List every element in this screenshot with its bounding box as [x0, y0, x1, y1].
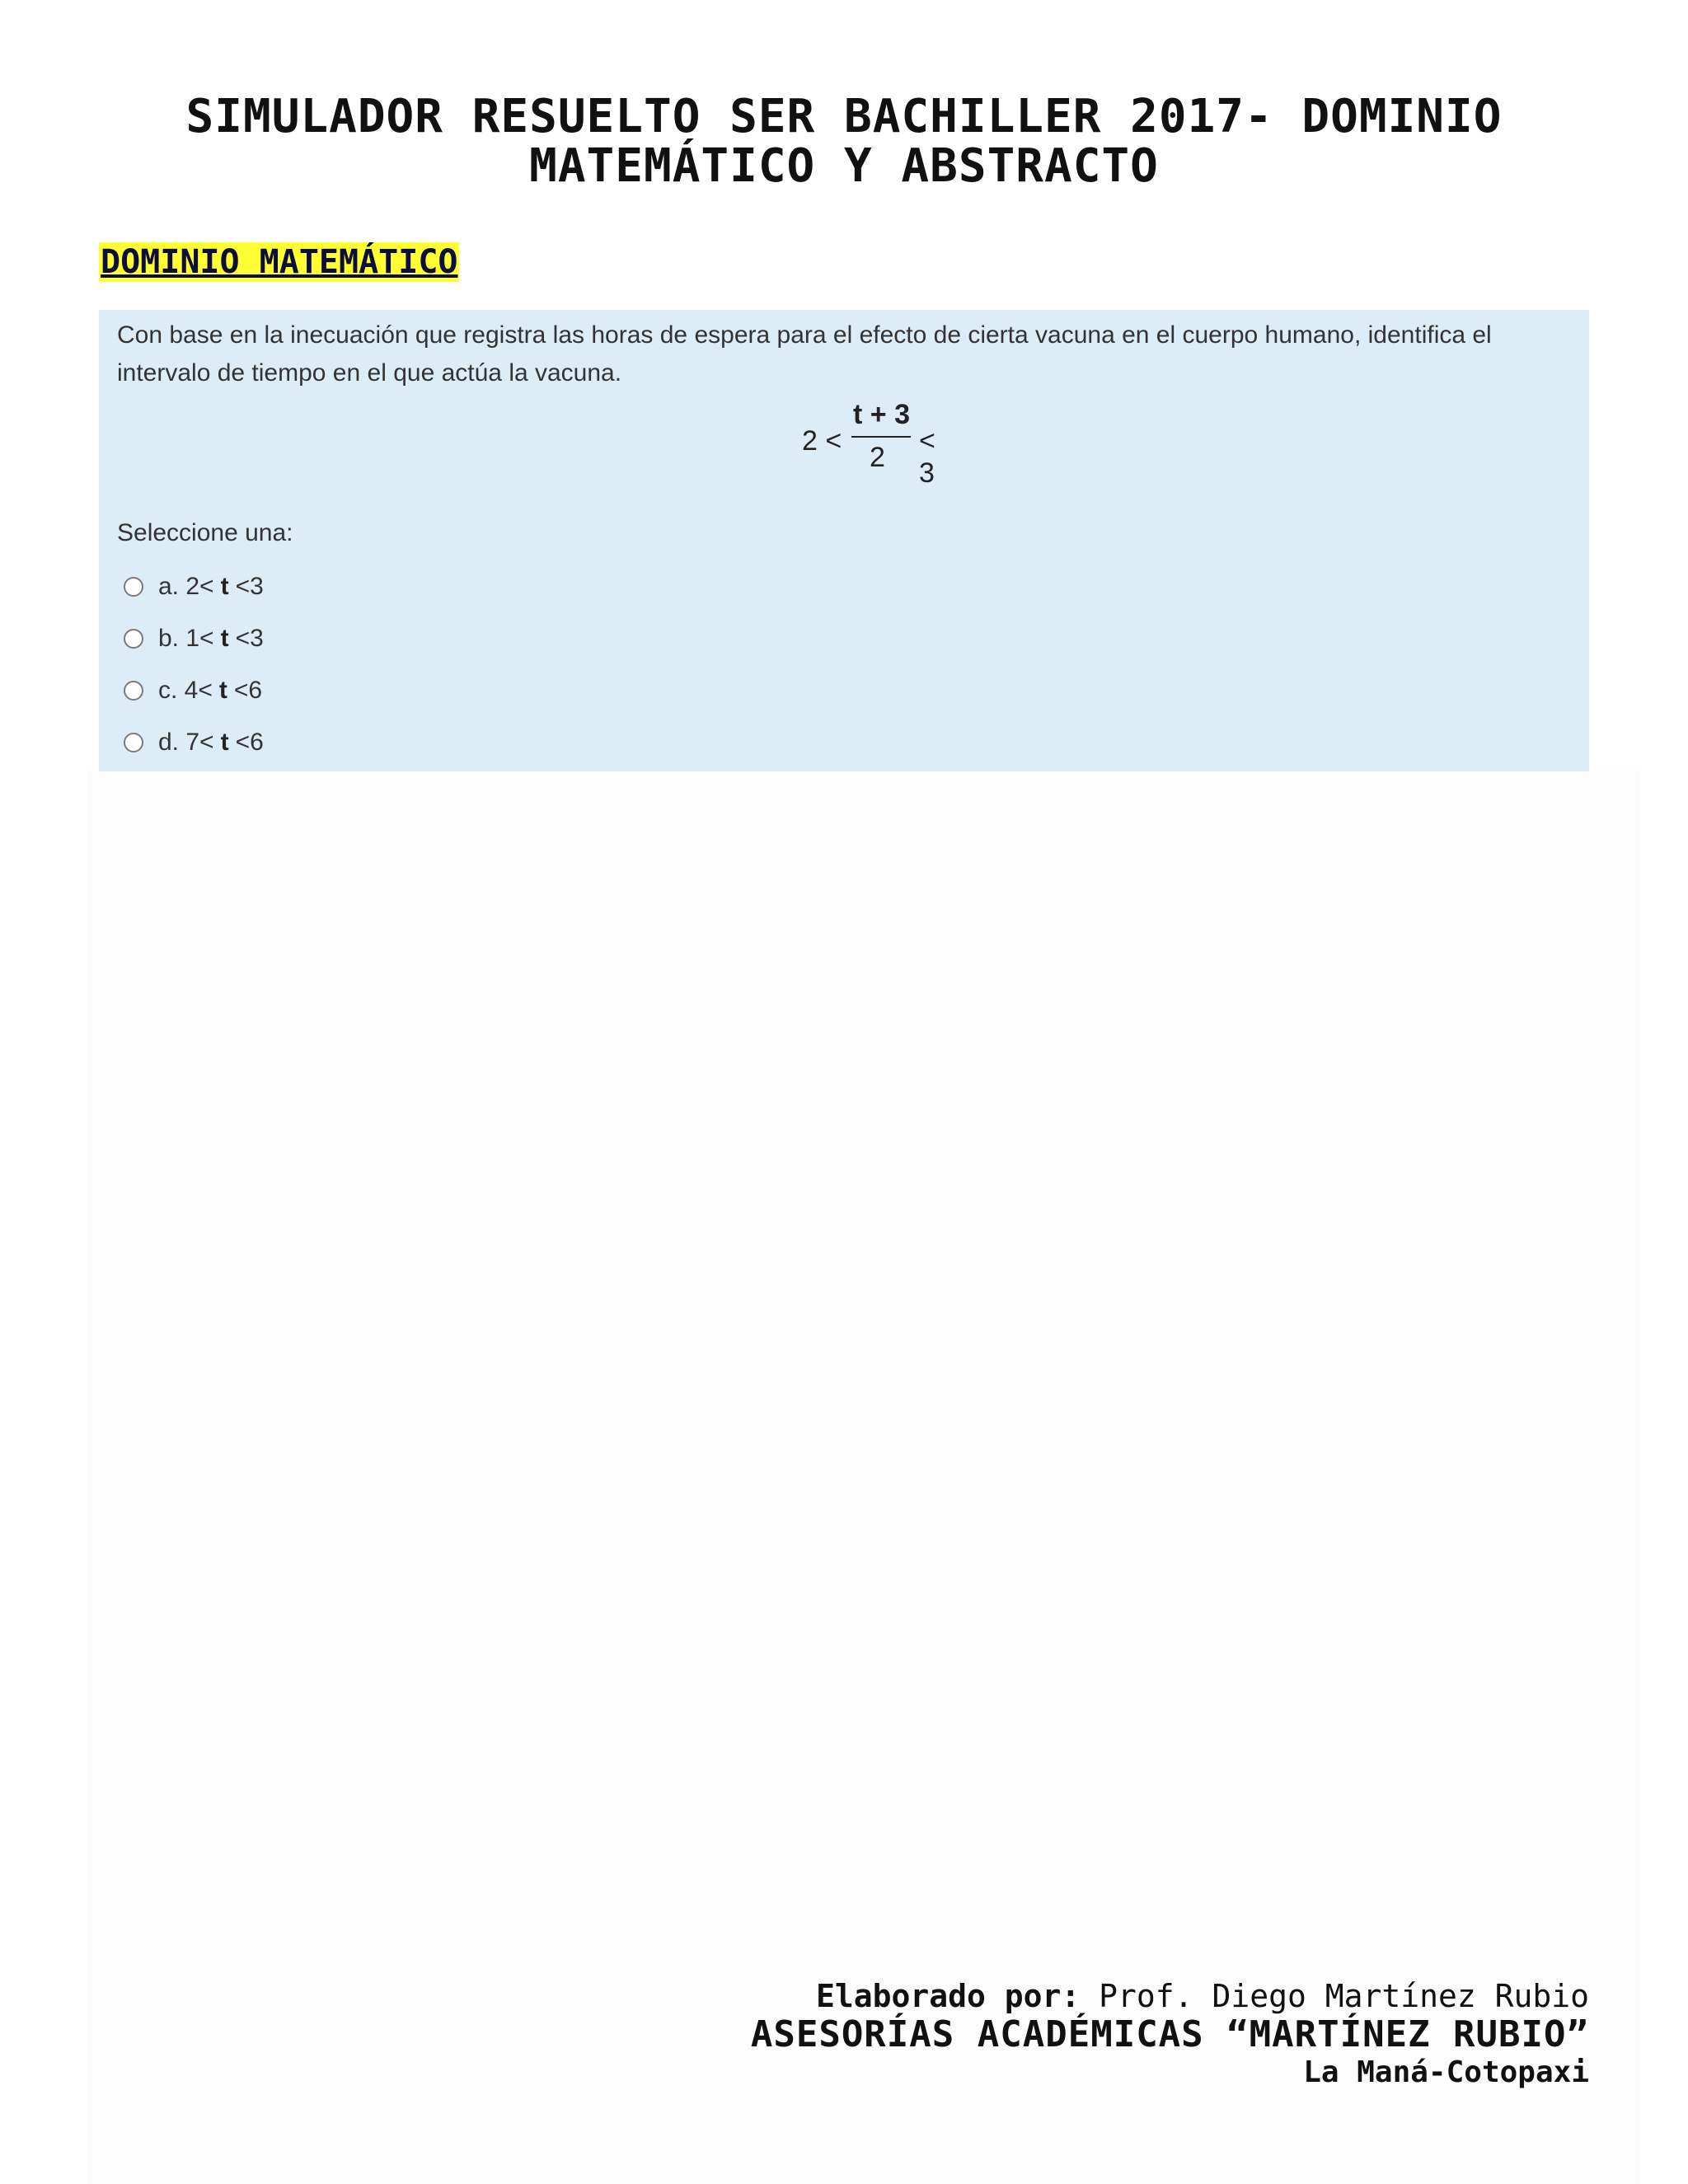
radio-button[interactable] [124, 681, 143, 701]
option-prefix: c. 4< [158, 676, 213, 704]
fraction-bar [851, 436, 911, 438]
option-suffix: <3 [235, 572, 264, 600]
footer-signature [751, 1978, 1589, 2090]
select-prompt: Seleccione una: [117, 519, 293, 546]
formula-numerator: t + 3 [853, 399, 910, 430]
page-background [87, 771, 1640, 2184]
option-prefix: d. 7< [158, 728, 214, 756]
option-d[interactable] [124, 716, 264, 768]
option-b[interactable] [124, 612, 264, 664]
document-title: SIMULADOR RESUELTO SER BACHILLER 2017- DOMINIO MATEMÁTICO Y ABSTRACTO [185, 90, 1503, 193]
author-name: Prof. Diego Martínez Rubio [1099, 1978, 1589, 2014]
option-a[interactable] [124, 560, 264, 612]
author-label: Elaborado por: [815, 1978, 1081, 2014]
option-c[interactable] [124, 664, 264, 716]
option-prefix: b. 1< [158, 624, 214, 652]
option-prefix: a. 2< [158, 572, 214, 600]
option-suffix: <3 [235, 624, 264, 652]
option-variable: t [220, 572, 229, 600]
option-suffix: <6 [235, 728, 264, 756]
author-line [751, 1978, 1589, 2014]
formula-denominator: 2 [870, 442, 885, 473]
question-card [99, 310, 1589, 771]
formula-lhs: 2 < [802, 425, 842, 457]
option-variable: t [218, 676, 227, 704]
answer-options [124, 560, 264, 768]
organization-name: ASESORÍAS ACADÉMICAS “MARTÍNEZ RUBIO” [750, 2013, 1589, 2055]
formula-rhs: < 3 [919, 425, 935, 489]
radio-button[interactable] [124, 629, 143, 649]
option-variable: t [220, 624, 229, 652]
radio-button[interactable] [124, 733, 143, 752]
question-text: Con base en la inecuación que registra las horas de espera para el efecto de cierta vacuna en el cuerpo humano, identifica el intervalo de tiempo en el que actúa la vacuna. [117, 321, 1492, 387]
section-heading: DOMINIO MATEMÁTICO [101, 243, 458, 281]
radio-button[interactable] [124, 577, 143, 597]
option-suffix: <6 [233, 676, 263, 704]
option-variable: t [220, 728, 229, 756]
inequality-formula [705, 399, 952, 489]
location: La Maná-Cotopaxi [1303, 2055, 1589, 2089]
